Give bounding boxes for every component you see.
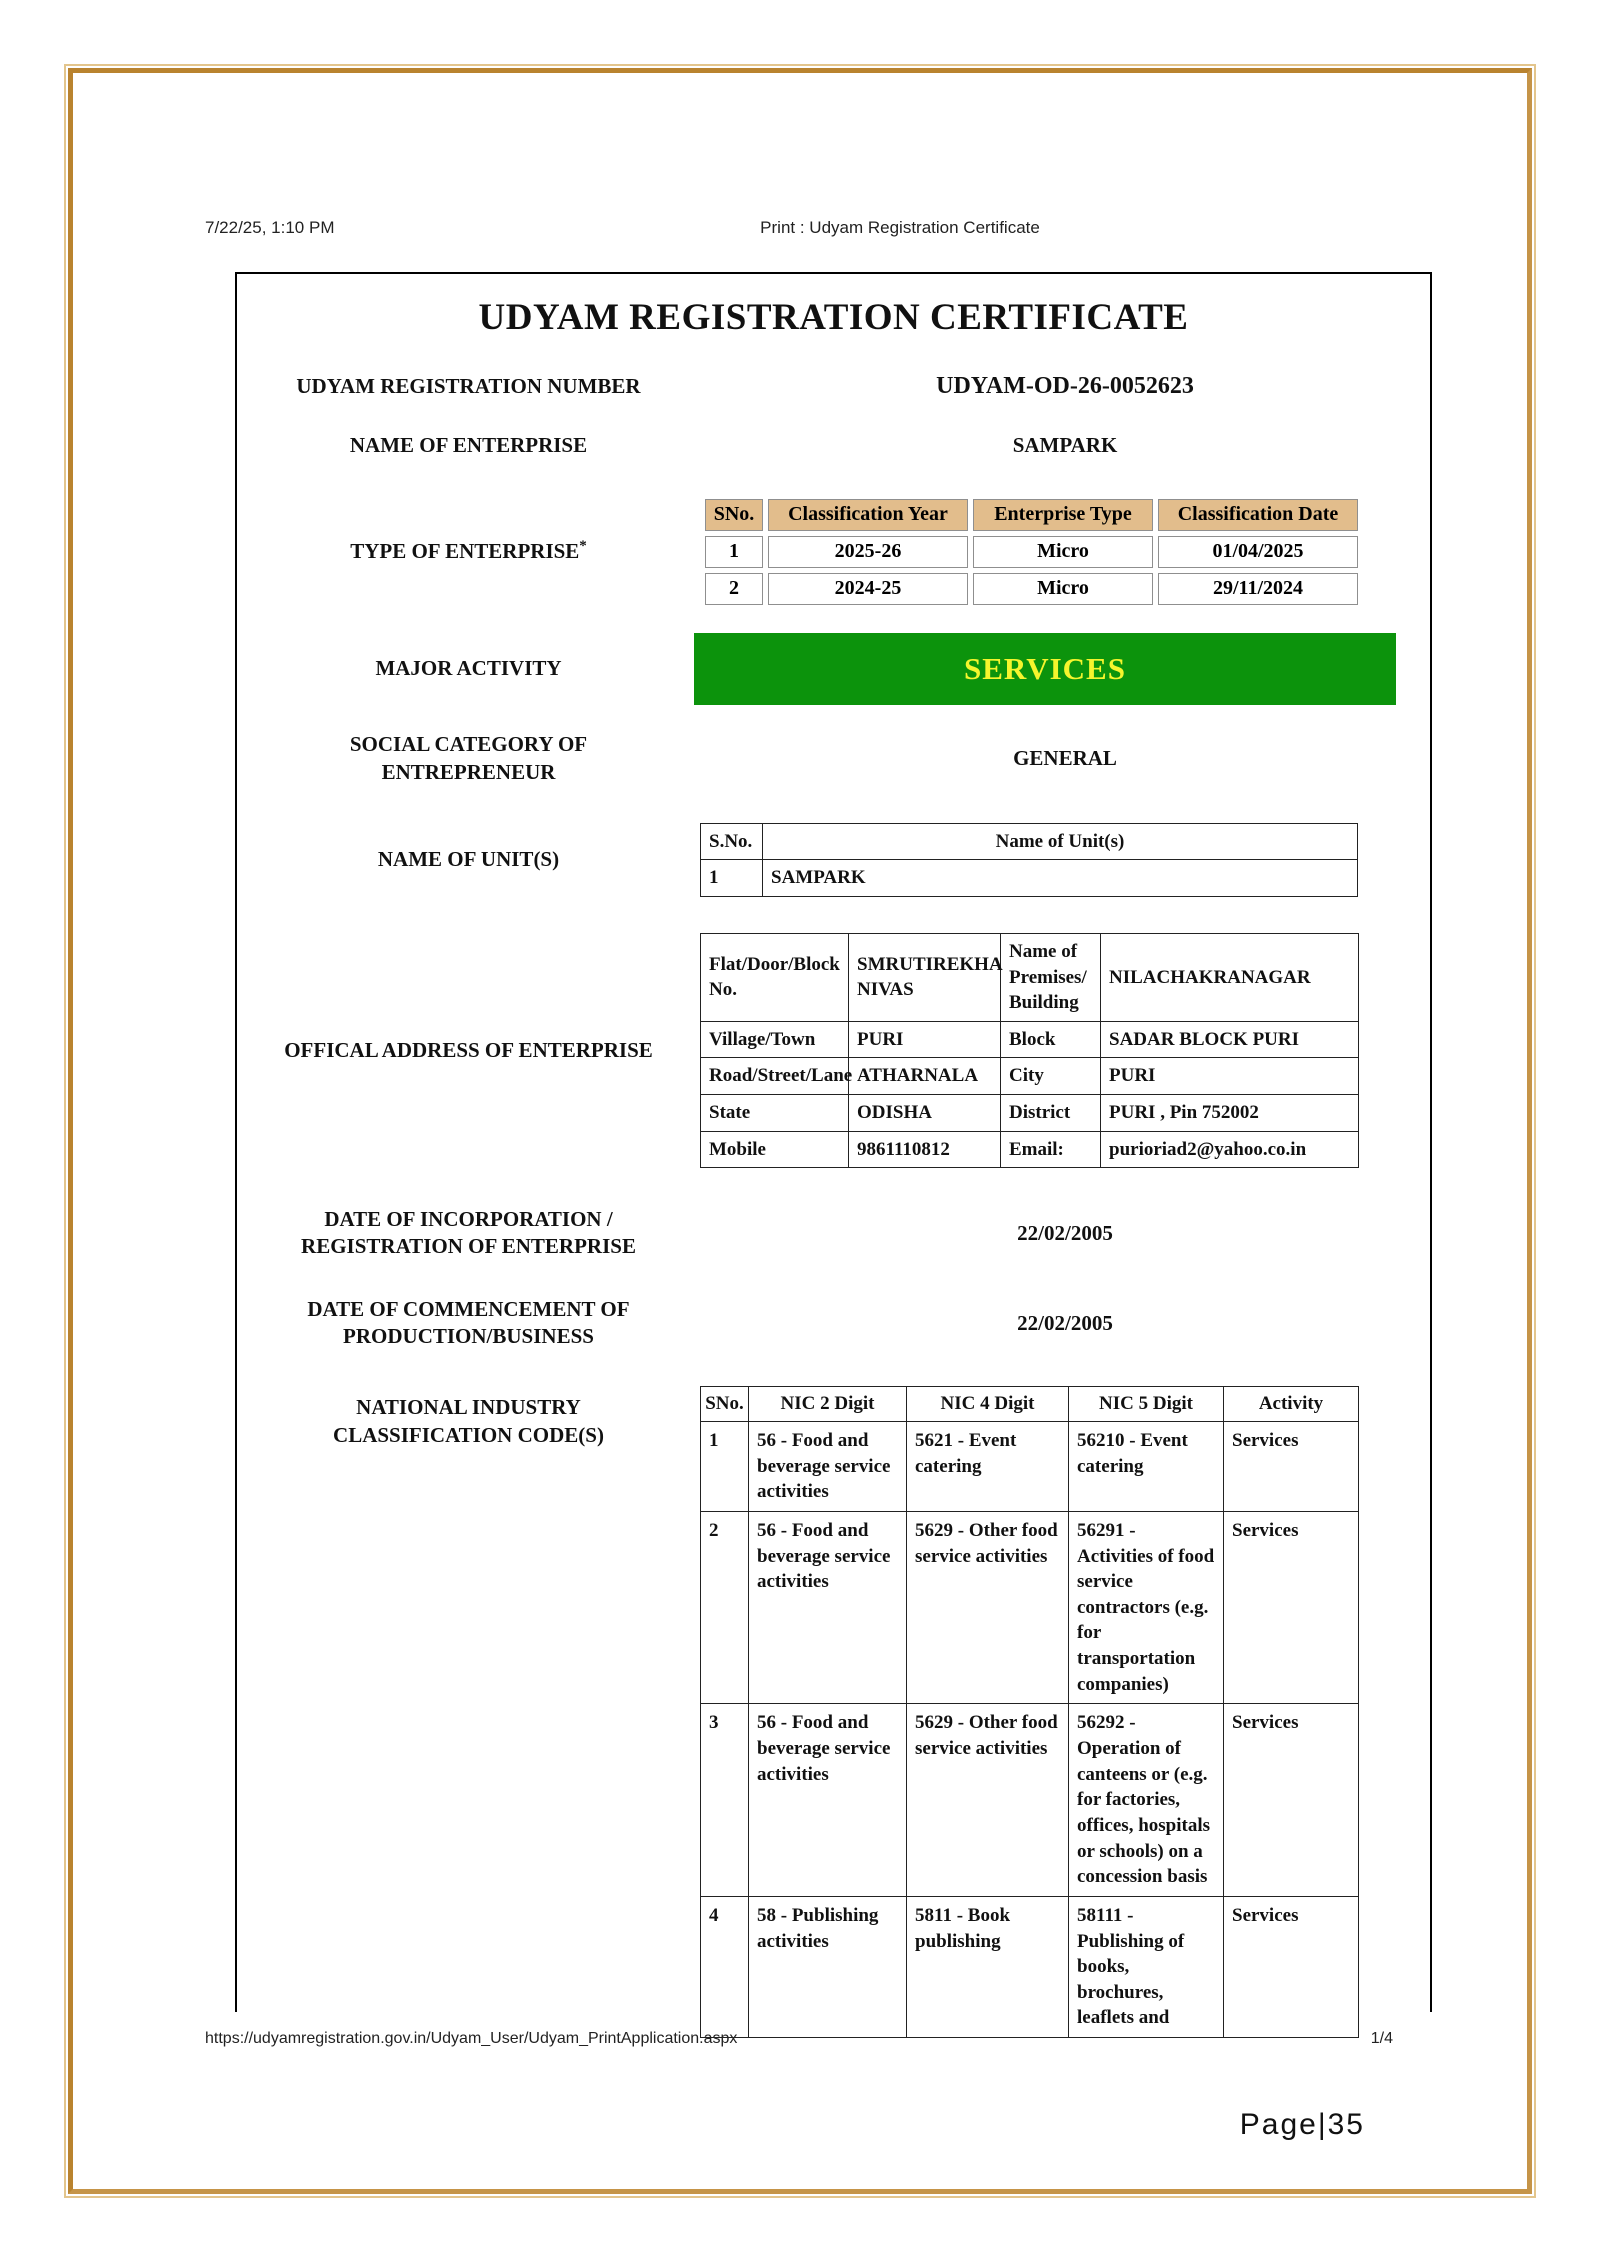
major-activity-value: SERVICES: [964, 650, 1126, 686]
table-cell: Micro: [973, 573, 1153, 605]
table-header-row: [701, 1387, 1359, 1422]
enterprise-type-label-text: TYPE OF ENTERPRISE: [350, 539, 580, 564]
units-table: [700, 823, 1358, 897]
incorporation-date-value: 22/02/2005: [1017, 1220, 1113, 1245]
enterprise-type-row: [237, 494, 1430, 610]
table-cell: 3: [701, 1704, 749, 1896]
table-row: [701, 1095, 1359, 1132]
table-cell: 1: [701, 1422, 749, 1512]
table-cell: 58111 - Publishing of books, brochures, leaflets and: [1069, 1896, 1224, 2037]
table-cell: 56 - Food and beverage service activities: [749, 1704, 907, 1896]
address-table: [700, 933, 1359, 1168]
table-cell: District: [1001, 1095, 1101, 1132]
enterprise-type-table: [700, 494, 1363, 610]
table-header-cell: Classification Year: [768, 499, 968, 531]
table-cell: 56 - Food and beverage service activities: [749, 1511, 907, 1703]
document-page-number: Page|35: [1239, 2108, 1365, 2141]
table-cell: ODISHA: [849, 1095, 1001, 1132]
address-table-wrap: [700, 933, 1430, 1168]
social-category-label: SOCIAL CATEGORY OF ENTREPRENEUR: [349, 732, 588, 784]
table-cell: 56292 - Operation of canteens or (e.g. for factories, offices, hospitals or schools) on a concession basis: [1069, 1704, 1224, 1896]
incorporation-date-label: DATE OF INCORPORATION / REGISTRATION OF ENTERPRISE: [301, 1207, 636, 1259]
table-cell: 56210 - Event catering: [1069, 1422, 1224, 1512]
certificate-title: UDYAM REGISTRATION CERTIFICATE: [478, 297, 1189, 338]
table-cell: 56291 - Activities of food service contractors (e.g. for transportation companies): [1069, 1511, 1224, 1703]
table-row: [705, 536, 1358, 568]
table-cell: Services: [1224, 1422, 1359, 1512]
table-cell: NILACHAKRANAGAR: [1101, 933, 1359, 1021]
table-cell: 2: [705, 573, 763, 605]
table-cell: PURI , Pin 752002: [1101, 1095, 1359, 1132]
table-header-cell: SNo.: [701, 1387, 749, 1422]
table-cell: SMRUTIREKHA NIVAS: [849, 933, 1001, 1021]
table-cell: 5629 - Other food service activities: [907, 1511, 1069, 1703]
table-header-row: [701, 823, 1358, 860]
address-label: OFFICAL ADDRESS OF ENTERPRISE: [284, 1037, 653, 1062]
major-activity-label: MAJOR ACTIVITY: [375, 655, 562, 680]
enterprise-type-table-wrap: [700, 494, 1430, 610]
commencement-date-label: DATE OF COMMENCEMENT OF PRODUCTION/BUSINESS: [307, 1297, 630, 1349]
nic-codes-label: NATIONAL INDUSTRY CLASSIFICATION CODE(S): [333, 1395, 604, 1447]
table-cell: Micro: [973, 536, 1153, 568]
table-cell: 58 - Publishing activities: [749, 1896, 907, 2037]
registration-number-label: UDYAM REGISTRATION NUMBER: [296, 374, 641, 398]
table-row: [701, 1511, 1359, 1703]
table-cell: State: [701, 1095, 849, 1132]
table-cell: 2025-26: [768, 536, 968, 568]
certificate-box: [235, 272, 1432, 2029]
table-cell: Services: [1224, 1896, 1359, 2037]
table-row: [701, 1058, 1359, 1095]
print-page-title: Print : Udyam Registration Certificate: [760, 218, 1040, 237]
table-header-cell: SNo.: [705, 499, 763, 531]
table-header-cell: S.No.: [701, 823, 763, 860]
table-header-cell: NIC 2 Digit: [749, 1387, 907, 1422]
enterprise-type-label: [350, 537, 587, 565]
registration-number-row: [237, 373, 1430, 400]
print-footer-page-indicator: 1/4: [1370, 2030, 1393, 2047]
table-header-cell: Enterprise Type: [973, 499, 1153, 531]
table-cell: Services: [1224, 1704, 1359, 1896]
address-row: [237, 933, 1430, 1168]
table-row: [701, 860, 1358, 897]
print-footer: [205, 2030, 1393, 2048]
nic-table-wrap: [700, 1386, 1430, 2038]
major-activity-banner: [694, 633, 1396, 705]
table-cell: 9861110812: [849, 1131, 1001, 1168]
print-header: [205, 218, 1395, 238]
table-cell: Mobile: [701, 1131, 849, 1168]
table-cell: 5811 - Book publishing: [907, 1896, 1069, 2037]
table-cell: Email:: [1001, 1131, 1101, 1168]
table-cell: Block: [1001, 1021, 1101, 1058]
print-datetime: 7/22/25, 1:10 PM: [205, 218, 335, 237]
table-cell: 29/11/2024: [1158, 573, 1358, 605]
table-cell: PURI: [849, 1021, 1001, 1058]
table-cell: 2: [701, 1511, 749, 1703]
table-cell: SAMPARK: [763, 860, 1358, 897]
table-row: [701, 1131, 1359, 1168]
enterprise-name-label: NAME OF ENTERPRISE: [349, 433, 588, 458]
print-footer-url: https://udyamregistration.gov.in/Udyam_User/Udyam_PrintApplication.aspx: [205, 2030, 738, 2047]
table-header-cell: Name of Unit(s): [763, 823, 1358, 860]
table-cell: 01/04/2025: [1158, 536, 1358, 568]
asterisk-mark: *: [579, 538, 587, 555]
nic-codes-row: [237, 1386, 1430, 2038]
incorporation-date-row: [237, 1204, 1430, 1262]
enterprise-name-value: SAMPARK: [1012, 433, 1118, 458]
social-category-value: GENERAL: [1013, 746, 1117, 771]
table-row: [701, 1021, 1359, 1058]
table-cell: Name of Premises/ Building: [1001, 933, 1101, 1021]
table-cell: SADAR BLOCK PURI: [1101, 1021, 1359, 1058]
table-cell: 2024-25: [768, 573, 968, 605]
table-cell: 5621 - Event catering: [907, 1422, 1069, 1512]
table-cell: 56 - Food and beverage service activities: [749, 1422, 907, 1512]
table-cell: Village/Town: [701, 1021, 849, 1058]
enterprise-name-row: [237, 432, 1430, 459]
nic-table: [700, 1386, 1359, 2038]
table-header-cell: Activity: [1224, 1387, 1359, 1422]
table-cell: Flat/Door/Block No.: [701, 933, 849, 1021]
table-row: [701, 1896, 1359, 2037]
units-table-wrap: [700, 823, 1430, 897]
table-header-cell: Classification Date: [1158, 499, 1358, 531]
table-row: [701, 1422, 1359, 1512]
table-cell: 5629 - Other food service activities: [907, 1704, 1069, 1896]
table-header-cell: NIC 5 Digit: [1069, 1387, 1224, 1422]
table-cell: 1: [701, 860, 763, 897]
commencement-date-row: [237, 1294, 1430, 1352]
table-cell: ATHARNALA: [849, 1058, 1001, 1095]
table-row: [701, 1704, 1359, 1896]
registration-number-value: UDYAM-OD-26-0052623: [936, 373, 1194, 400]
table-cell: City: [1001, 1058, 1101, 1095]
table-cell: Services: [1224, 1511, 1359, 1703]
table-cell: 4: [701, 1896, 749, 2037]
table-cell: Road/Street/Lane: [701, 1058, 849, 1095]
table-cell: 1: [705, 536, 763, 568]
table-cell: PURI: [1101, 1058, 1359, 1095]
major-activity-banner-wrap: [700, 633, 1430, 705]
social-category-row: [237, 731, 1430, 787]
units-label: NAME OF UNIT(S): [377, 847, 560, 872]
table-header-row: [705, 499, 1358, 531]
table-header-cell: NIC 4 Digit: [907, 1387, 1069, 1422]
units-row: [237, 823, 1430, 897]
table-row: [705, 573, 1358, 605]
major-activity-row: [237, 633, 1430, 705]
commencement-date-value: 22/02/2005: [1017, 1310, 1113, 1335]
table-cell: purioriad2@yahoo.co.in: [1101, 1131, 1359, 1168]
table-row: [701, 933, 1359, 1021]
